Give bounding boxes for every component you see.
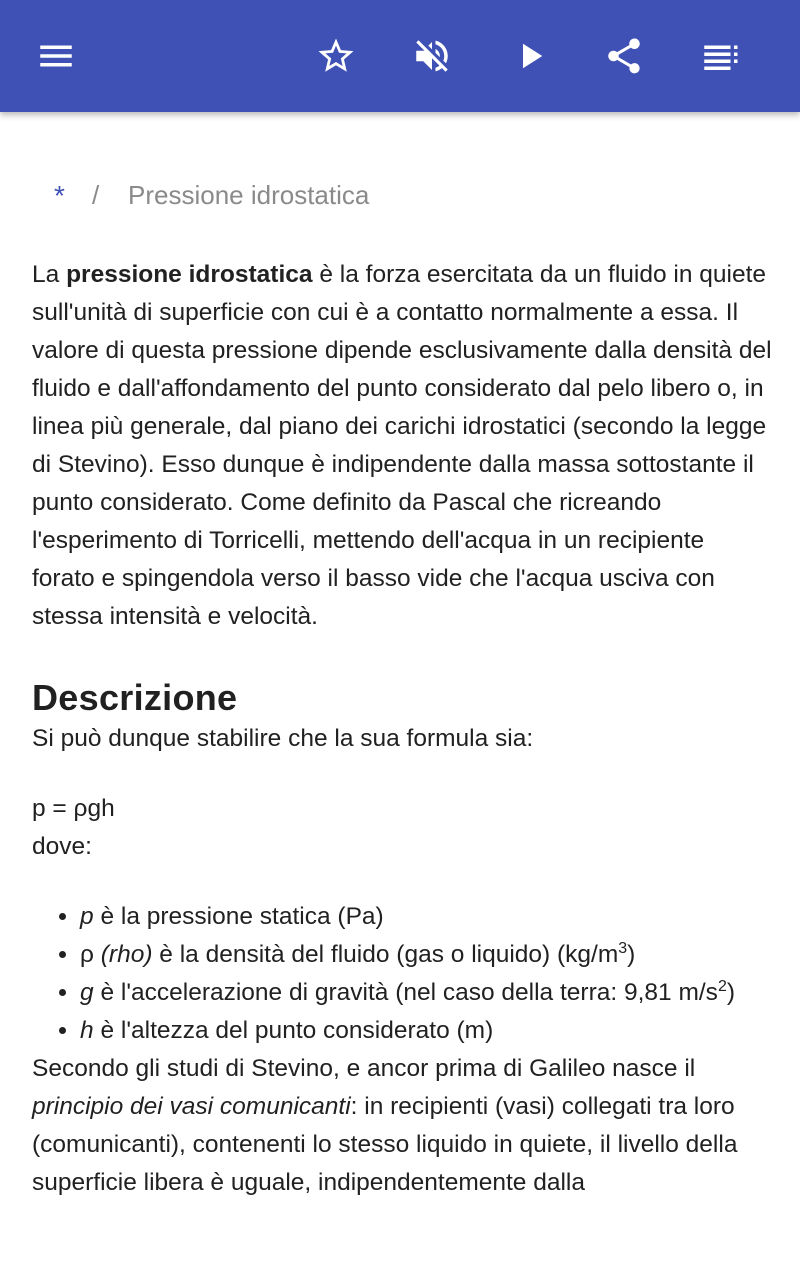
list-item: • ρ (rho) è la densità del fluido (gas o liquido) $(kg/m^3)$ bbox=[80, 936, 772, 974]
list-item: • g è l'accelerazione di gravità (nel caso della terra: 9,81 $m/s^2$) bbox=[80, 974, 772, 1012]
breadcrumb-separator: / bbox=[92, 180, 100, 210]
where-label: dove: bbox=[32, 833, 92, 860]
article-content bbox=[32, 256, 772, 1202]
formula: p = ρgh bbox=[32, 795, 115, 822]
intro-term: pressione idrostatica bbox=[66, 261, 313, 288]
star-icon[interactable] bbox=[308, 28, 364, 84]
app-bar bbox=[0, 0, 800, 112]
section-heading: Descrizione bbox=[32, 677, 238, 718]
breadcrumb-home-link[interactable]: * bbox=[54, 180, 65, 211]
volume-off-icon[interactable] bbox=[404, 28, 460, 84]
share-icon[interactable] bbox=[596, 28, 652, 84]
list-item: • p è la pressione statica (Pa) bbox=[80, 898, 772, 936]
intro-paragraph: La pressione idrostatica è la forza esercitata da un fluido in quiete sull'unità di superficie con cui è a contatto normalmente a essa. Il valore di questa pressione dipende esclusivamente dalla densità del fluido e dall'affondamento del punto considerato dal pelo libero o, in linea più generale, dal piano dei carichi idrostatici (secondo la legge di Stevino). Esso dunque è indipendente dalla massa sottostante il punto considerato. Come definito da Pascal che ricreando l'esperimento di Torricelli, mettendo dell'acqua in un recipiente forato e spingendola verso il basso vide che l'acqua usciva con stessa intensità e velocità. bbox=[32, 261, 772, 630]
formula-intro: Si può dunque stabilire che la sua formula sia: bbox=[32, 725, 534, 752]
playlist-icon[interactable] bbox=[692, 28, 748, 84]
variables-list bbox=[32, 898, 772, 1050]
breadcrumb-current: Pressione idrostatica bbox=[128, 180, 370, 210]
communicating-vessels-paragraph: Secondo gli studi di Stevino, e ancor prima di Galileo nasce il principio dei vasi comunicanti: in recipienti (vasi) collegati tra loro (comunicanti), contenenti lo stesso liquido in quiete, il livello della superficie libera è uguale, indipendentemente dalla bbox=[32, 1055, 738, 1196]
menu-icon[interactable] bbox=[28, 28, 84, 84]
list-item: • h è l'altezza del punto considerato (m) bbox=[80, 1012, 772, 1050]
play-icon[interactable] bbox=[502, 28, 558, 84]
